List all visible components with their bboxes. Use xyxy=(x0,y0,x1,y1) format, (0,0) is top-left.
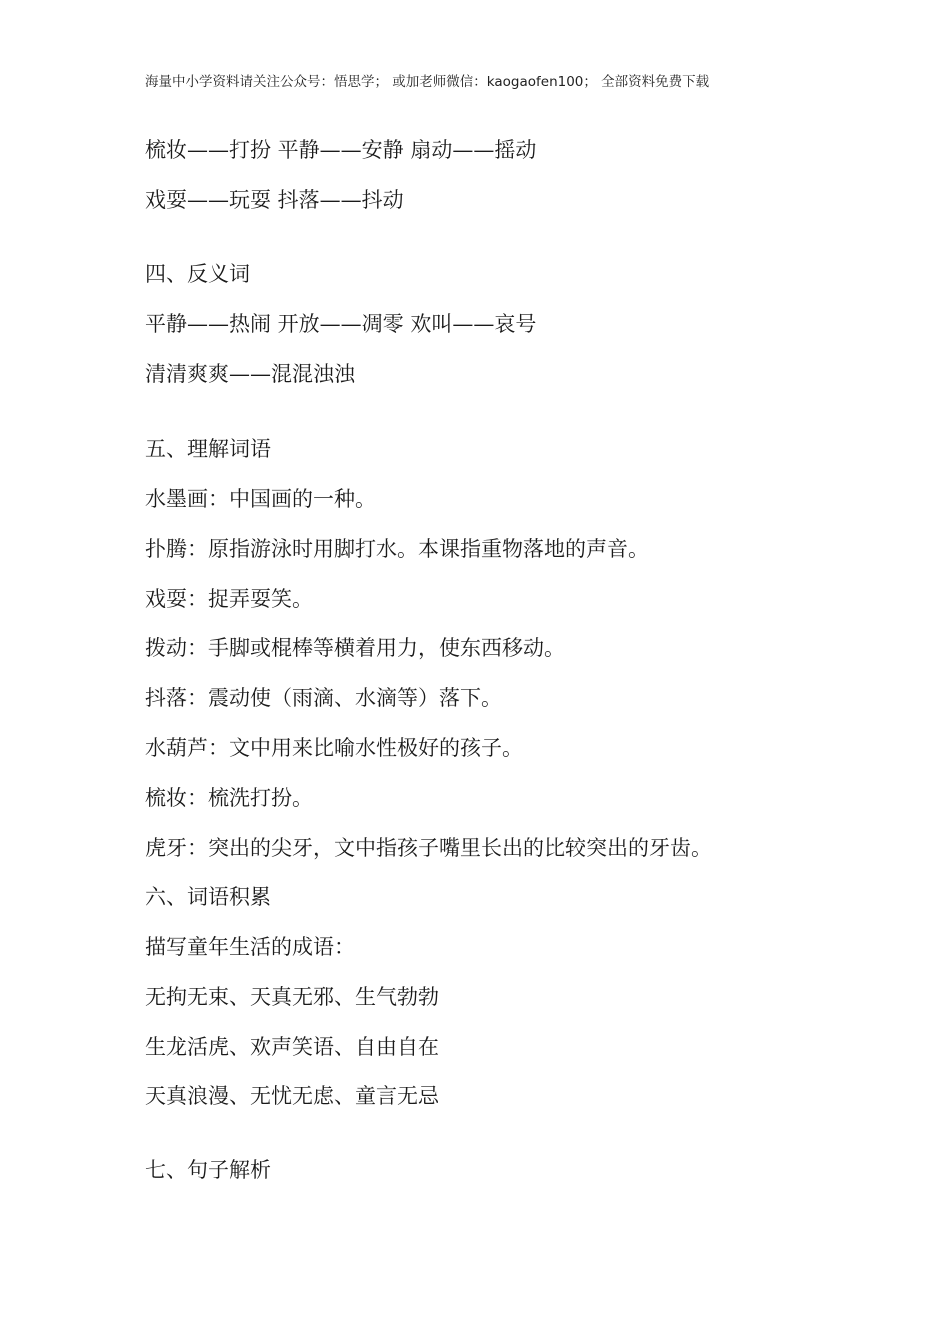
section-heading-word-meanings: 五、理解词语 xyxy=(145,437,271,461)
definition-item: 梳妆：梳洗打扮。 xyxy=(145,786,313,810)
definition-item: 拨动：手脚或棍棒等横着用力，使东西移动。 xyxy=(145,636,565,660)
section-heading-vocabulary: 六、词语积累 xyxy=(145,885,271,909)
idiom-intro: 描写童年生活的成语： xyxy=(145,935,355,959)
definition-item: 抖落：震动使（雨滴、水滴等）落下。 xyxy=(145,686,502,710)
antonym-line-1: 平静——热闹 开放——凋零 欢叫——哀号 xyxy=(145,312,537,336)
synonym-line-1: 梳妆——打扮 平静——安静 扇动——摇动 xyxy=(145,138,537,162)
definition-item: 水葫芦：文中用来比喻水性极好的孩子。 xyxy=(145,736,523,760)
definition-item: 戏耍：捉弄耍笑。 xyxy=(145,587,313,611)
section-heading-sentence-analysis: 七、句子解析 xyxy=(145,1158,271,1182)
section-heading-antonyms: 四、反义词 xyxy=(145,262,250,286)
synonym-line-2: 戏耍——玩耍 抖落——抖动 xyxy=(145,188,404,212)
idiom-line: 无拘无束、天真无邪、生气勃勃 xyxy=(145,985,439,1009)
idiom-line: 生龙活虎、欢声笑语、自由自在 xyxy=(145,1035,439,1059)
definition-item: 虎牙：突出的尖牙，文中指孩子嘴里长出的比较突出的牙齿。 xyxy=(145,836,712,860)
idiom-line: 天真浪漫、无忧无虑、童言无忌 xyxy=(145,1084,439,1108)
definition-item: 水墨画：中国画的一种。 xyxy=(145,487,376,511)
definition-item: 扑腾：原指游泳时用脚打水。本课指重物落地的声音。 xyxy=(145,537,649,561)
page-header-notice: 海量中小学资料请关注公众号：悟思学； 或加老师微信：kaogaofen100； 全部资料免费下载 xyxy=(145,74,710,90)
antonym-line-2: 清清爽爽——混混浊浊 xyxy=(145,362,355,386)
